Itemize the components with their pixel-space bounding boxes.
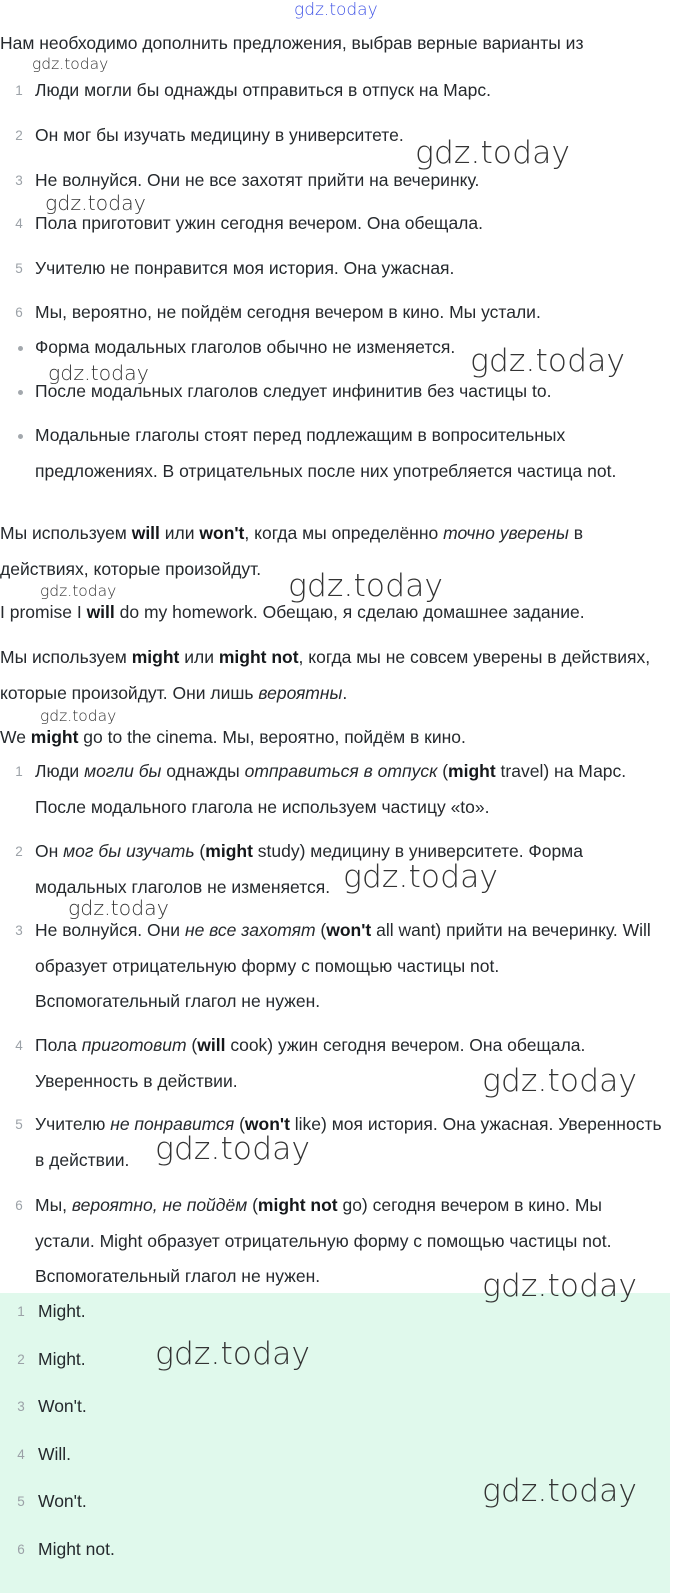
text-run: I promise I <box>0 602 87 622</box>
text-run: go) сегодня вечером в кино. Мы <box>337 1195 602 1215</box>
watermark: gdz.today <box>45 191 146 215</box>
explanation-line <box>35 913 651 949</box>
item-number: 6 <box>15 305 23 320</box>
text-run: которые произойдут. Они лишь <box>0 682 259 703</box>
text-run: или <box>179 647 219 667</box>
sentence-text: Не волнуйся. Они не все захотят прийти на вечеринку. <box>35 170 480 190</box>
item-number: 5 <box>15 261 23 276</box>
answer-text: Will. <box>38 1444 72 1464</box>
text-run: ( <box>234 1114 245 1134</box>
item-body <box>35 73 491 109</box>
rule-text-line: Модальные глаголы стоят перед подлежащим в вопросительных <box>35 425 566 445</box>
bold-term: won't <box>244 1114 290 1134</box>
item-body <box>35 1188 611 1295</box>
watermark: gdz.today <box>40 582 117 600</box>
text-run: Не волнуйся. Они <box>35 920 185 940</box>
watermark: gdz.today <box>48 361 149 385</box>
text-run: Пола <box>35 1035 82 1055</box>
item-number: 2 <box>15 128 23 143</box>
explanation-line <box>35 870 583 906</box>
answer-text: Won't. <box>38 1491 87 1511</box>
item-number: 1 <box>15 764 23 779</box>
watermark: gdz.today <box>155 1336 311 1372</box>
explanation-line <box>35 1143 662 1179</box>
bullet-icon <box>18 434 23 439</box>
bold-term: will <box>197 1035 226 1055</box>
item-body <box>35 1107 662 1178</box>
italic-phrase: приготовит <box>81 1035 187 1055</box>
watermark: gdz.today <box>343 859 499 895</box>
text-run: образует отрицательную форму с помощью частицы not. <box>35 955 500 976</box>
text-run: ( <box>247 1195 258 1215</box>
italic-phrase: не все захотят <box>184 920 316 940</box>
sentence-text: Пола приготовит ужин сегодня вечером. Она обещала. <box>35 213 483 233</box>
item-number: 4 <box>15 216 23 231</box>
text-run: . <box>342 682 348 703</box>
sentence-text: Он мог бы изучать медицину в университете. <box>35 125 404 145</box>
answer-text: Might. <box>38 1301 86 1321</box>
answer-number: 5 <box>17 1494 25 1509</box>
italic-phrase: могли бы <box>84 761 162 781</box>
explanation-line <box>35 1259 611 1295</box>
text-run: Учителю <box>35 1114 111 1134</box>
item-body <box>35 418 616 489</box>
item-body <box>35 913 651 1020</box>
example-line <box>0 720 466 756</box>
sentence-text: Учителю не понравится моя история. Она ужасная. <box>35 258 455 278</box>
text-run: Люди <box>35 761 85 781</box>
answer-number: 4 <box>17 1447 25 1462</box>
text-run: однажды <box>161 761 245 781</box>
text-run: study) медицину в университете. Форма <box>252 841 583 861</box>
item-body <box>38 1437 71 1473</box>
bold-term: will <box>86 602 115 622</box>
explanation-line <box>35 790 626 826</box>
item-number: 3 <box>15 173 23 188</box>
italic-phrase: вероятно, не пойдём <box>71 1195 248 1215</box>
text-run: Вспомогательный глагол не нужен. <box>35 991 321 1011</box>
text-run: модальных глаголов не изменяется. <box>35 876 331 897</box>
watermark: gdz.today <box>155 1131 311 1167</box>
text-run: Уверенность в действии. <box>35 1070 238 1091</box>
text-run: ( <box>194 841 206 861</box>
bold-term: might <box>131 647 180 667</box>
explanation-line <box>35 1028 585 1064</box>
text-run: all want) прийти на вечеринку. Will <box>371 920 651 940</box>
explanation-line <box>35 1107 662 1143</box>
text-run: ( <box>437 761 449 781</box>
text-run: , когда мы не совсем уверены в действиях, <box>298 647 651 667</box>
answer-box <box>0 1293 670 1593</box>
text-run: Вспомогательный глагол не нужен. <box>35 1266 321 1286</box>
item-body <box>38 1389 87 1425</box>
answer-text: Might not. <box>38 1539 115 1559</box>
item-body <box>35 1028 585 1099</box>
answer-number: 3 <box>17 1399 25 1414</box>
item-body <box>35 118 404 154</box>
explanation-line <box>35 1064 585 1100</box>
text-run: ( <box>315 920 327 940</box>
watermark: gdz.today <box>482 1063 638 1099</box>
watermark: gdz.today <box>288 568 444 604</box>
bold-term: might not <box>257 1195 338 1215</box>
bold-term: might <box>448 761 496 781</box>
explanation-line <box>35 1224 611 1260</box>
text-run: или <box>159 523 200 543</box>
italic-phrase: вероятны <box>258 682 343 703</box>
item-body <box>38 1484 87 1520</box>
answer-text: Won't. <box>38 1396 87 1416</box>
sentence-text: Мы, вероятно, не пойдём сегодня вечером в кино. Мы устали. <box>35 302 541 322</box>
text-run: в <box>568 523 584 543</box>
rule-text-line: Форма модальных глаголов обычно не изменяется. <box>35 337 456 357</box>
example-line <box>0 595 585 631</box>
text-run: ( <box>186 1035 198 1055</box>
answer-number: 6 <box>17 1542 25 1557</box>
paragraph-line <box>0 676 650 712</box>
paragraph-body <box>0 640 650 711</box>
text-run: travel) на Марс. <box>495 761 627 781</box>
item-body <box>38 1532 115 1568</box>
bold-term: won't <box>199 523 245 543</box>
text-run: Он <box>35 841 64 861</box>
watermark: gdz.today <box>40 707 117 725</box>
bullet-icon <box>18 346 23 351</box>
text-run: в действии. <box>35 1149 130 1170</box>
item-body <box>35 834 583 905</box>
paragraph-body <box>0 516 583 587</box>
explanation-line <box>35 949 651 985</box>
item-number: 6 <box>15 1198 23 1213</box>
item-body <box>38 1294 86 1330</box>
text-run: Мы используем <box>0 647 132 667</box>
text-run: действиях, которые произойдут. <box>0 558 262 579</box>
italic-phrase: не понравится <box>110 1114 235 1134</box>
task-intro: Нам необходимо дополнить предложения, выбрав верные варианты из <box>0 33 584 53</box>
answer-number: 2 <box>17 1352 25 1367</box>
bold-term: might <box>30 727 79 747</box>
text-run: Мы, <box>35 1195 72 1215</box>
text-run: We <box>0 727 31 747</box>
item-body <box>35 754 626 825</box>
paragraph-line <box>0 552 583 588</box>
text-run: like) моя история. Она ужасная. Уверенность <box>289 1114 662 1134</box>
text-run: , когда мы определённо <box>244 523 444 543</box>
answer-text: Might. <box>38 1349 86 1369</box>
item-body <box>35 330 455 366</box>
item-number: 2 <box>15 844 23 859</box>
text-run: go to the cinema. Мы, вероятно, пойдём в кино. <box>78 727 466 747</box>
item-number: 4 <box>15 1038 23 1053</box>
watermark: gdz.today <box>482 1268 638 1304</box>
bold-term: might <box>205 841 253 861</box>
text-run: Мы используем <box>0 523 132 543</box>
watermark: gdz.today <box>470 343 626 379</box>
item-body <box>35 163 479 199</box>
paragraph-line <box>0 640 650 676</box>
watermark: gdz.today <box>68 896 169 920</box>
item-body <box>38 1342 86 1378</box>
italic-phrase: мог бы изучать <box>63 841 195 861</box>
rule-text-line: После модальных глаголов следует инфинитив без частицы to. <box>35 381 552 401</box>
site-logo-link[interactable]: gdz.today <box>294 0 378 20</box>
bullet-icon <box>18 390 23 395</box>
answer-number: 1 <box>17 1304 25 1319</box>
watermark: gdz.today <box>415 135 571 171</box>
rule-text-line: предложениях. В отрицательных после них употребляется частица not. <box>35 460 617 481</box>
explanation-line <box>35 984 651 1020</box>
bold-term: might not <box>218 647 299 667</box>
paragraph-line <box>0 516 583 552</box>
text-run: cook) ужин сегодня вечером. Она обещала. <box>225 1035 586 1055</box>
item-body <box>35 295 541 331</box>
bold-term: will <box>131 523 160 543</box>
bold-term: won't <box>326 920 372 940</box>
text-run: устали. Might образует отрицательную форму с помощью частицы not. <box>35 1230 612 1251</box>
item-body <box>35 206 483 242</box>
item-number: 1 <box>15 83 23 98</box>
watermark: gdz.today <box>32 55 109 73</box>
explanation-line <box>35 1188 611 1224</box>
italic-phrase: отправиться в отпуск <box>244 761 438 781</box>
sentence-text: Люди могли бы однажды отправиться в отпуск на Марс. <box>35 80 491 100</box>
item-body <box>35 374 551 410</box>
item-number: 5 <box>15 1117 23 1132</box>
text-run: do my homework. Обещаю, я сделаю домашнее задание. <box>114 602 585 622</box>
text-run: После модального глагола не используем частицу «to». <box>35 796 490 817</box>
watermark: gdz.today <box>482 1473 638 1509</box>
explanation-line <box>35 834 583 870</box>
explanation-line <box>35 754 626 790</box>
item-body <box>35 251 454 287</box>
item-number: 3 <box>15 923 23 938</box>
italic-phrase: точно уверены <box>443 523 569 543</box>
